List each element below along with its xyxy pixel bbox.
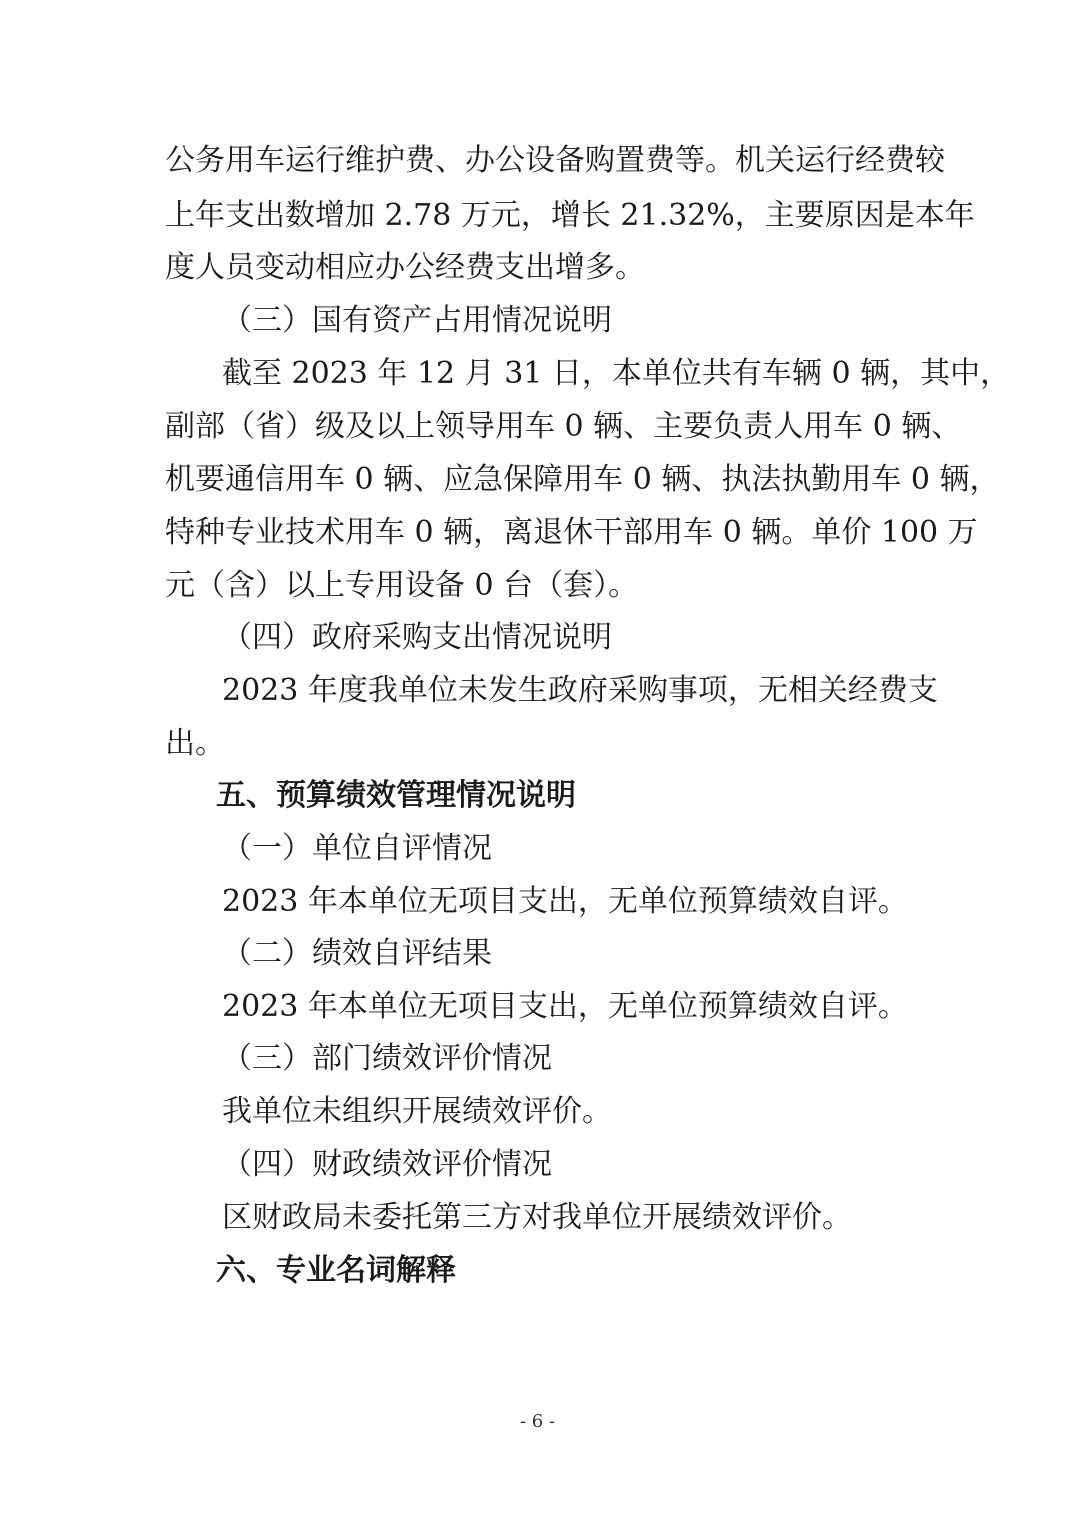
body-line: 度人员变动相应办公经费支出增多。 <box>165 250 645 285</box>
body-line: 区财政局未委托第三方对我单位开展绩效评价。 <box>222 1200 852 1235</box>
section-subheading: （三）部门绩效评价情况 <box>222 1041 552 1076</box>
body-line: 特种专业技术用车 0 辆，离退休干部用车 0 辆。单价 100 万 <box>165 515 978 550</box>
body-line: 出。 <box>165 726 225 761</box>
section-heading: 五、预算绩效管理情况说明 <box>216 778 576 813</box>
body-line: 截至 2023 年 12 月 31 日，本单位共有车辆 0 辆，其中， <box>222 356 1011 391</box>
body-line: 副部（省）级及以上领导用车 0 辆、主要负责人用车 0 辆、 <box>165 409 962 444</box>
section-subheading: （四）财政绩效评价情况 <box>222 1147 552 1182</box>
body-line: 公务用车运行维护费、办公设备购置费等。机关运行经费较 <box>165 143 945 178</box>
body-line: 2023 年本单位无项目支出，无单位预算绩效自评。 <box>222 884 908 919</box>
section-heading: 六、专业名词解释 <box>216 1253 456 1288</box>
body-line: 上年支出数增加 2.78 万元，增长 21.32%，主要原因是本年 <box>165 198 975 233</box>
body-line: 元（含）以上专用设备 0 台（套）。 <box>165 568 639 603</box>
page-number: - 6 - <box>519 1411 556 1432</box>
body-line: 2023 年度我单位未发生政府采购事项，无相关经费支 <box>222 673 938 708</box>
body-line: 2023 年本单位无项目支出，无单位预算绩效自评。 <box>222 989 908 1024</box>
body-line: 机要通信用车 0 辆、应急保障用车 0 辆、执法执勤用车 0 辆， <box>165 462 1000 497</box>
section-subheading: （一）单位自评情况 <box>222 831 492 866</box>
body-line: 我单位未组织开展绩效评价。 <box>222 1094 612 1129</box>
section-subheading: （三）国有资产占用情况说明 <box>222 303 612 338</box>
section-subheading: （二）绩效自评结果 <box>222 936 492 971</box>
section-subheading: （四）政府采购支出情况说明 <box>222 620 612 655</box>
